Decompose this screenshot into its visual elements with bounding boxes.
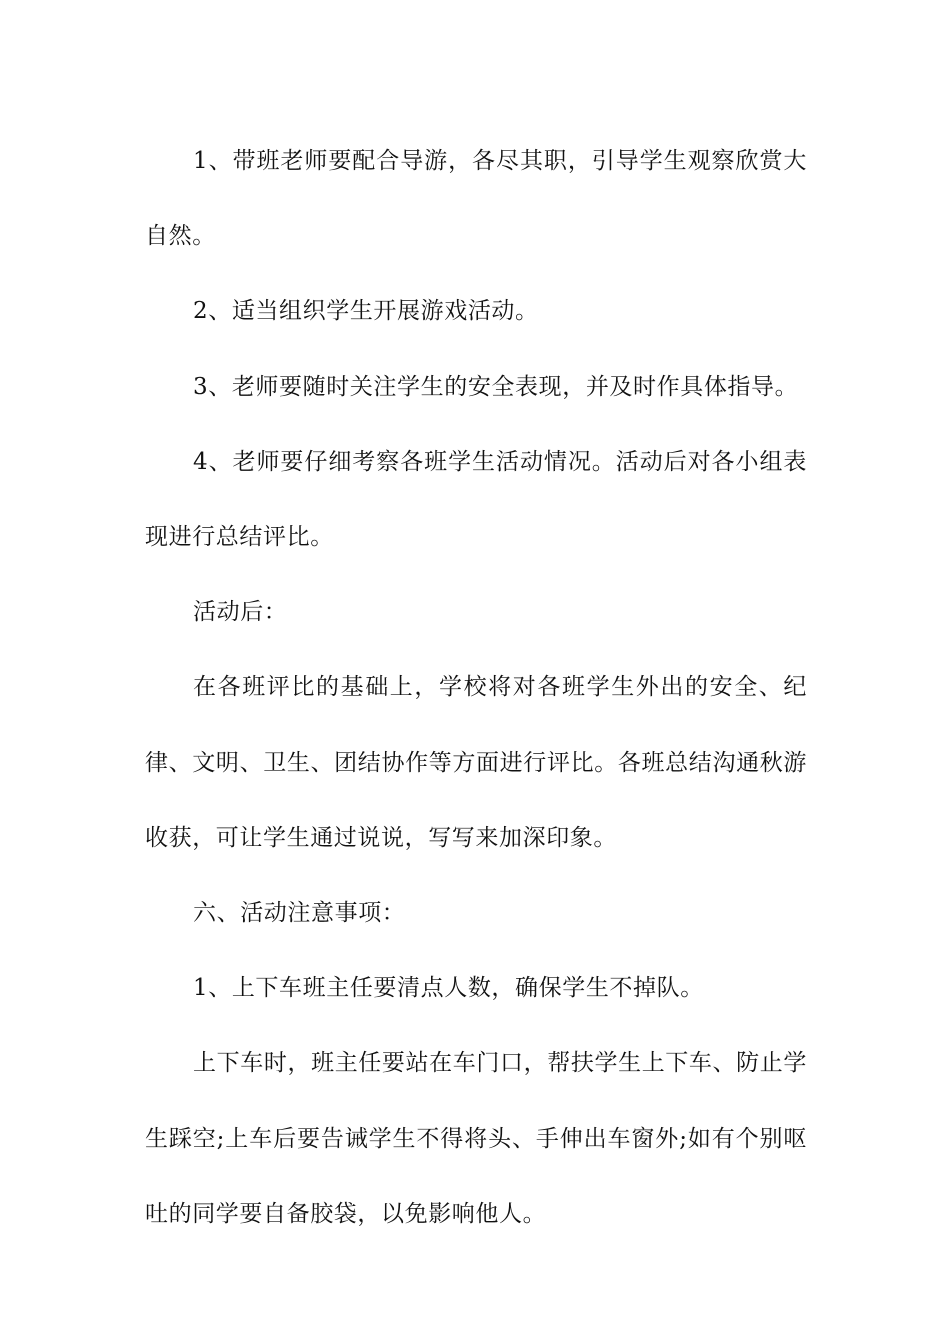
paragraph-1: 1、带班老师要配合导游，各尽其职，引导学生观察欣赏大自然。: [145, 148, 807, 250]
section-heading-notes: 六、活动注意事项：: [193, 900, 406, 927]
paragraph-3: 3、老师要随时关注学生的安全表现，并及时作具体指导。: [193, 373, 799, 400]
paragraph-4: 4、老师要仔细考察各班学生活动情况。活动后对各小组表现进行总结评比。: [145, 448, 807, 551]
paragraph-boarding-safety: 上下车时，班主任要站在车门口，帮扶学生上下车、防止学生踩空;上车后要告诫学生不得将头、手伸出车窗外;如有个别呕吐的同学要自备胶袋，以免影响他人。: [145, 1050, 807, 1227]
paragraph-evaluation: 在各班评比的基础上，学校将对各班学生外出的安全、纪律、文明、卫生、团结协作等方面进行评比。各班总结沟通秋游收获，可让学生通过说说，写写来加深印象。: [145, 674, 807, 851]
paragraph-2: 2、适当组织学生开展游戏活动。: [193, 298, 539, 325]
section-heading-after-activity: 活动后：: [193, 599, 288, 626]
document-body: [145, 124, 807, 1252]
paragraph-headcount: 1、上下车班主任要清点人数，确保学生不掉队。: [193, 975, 704, 1002]
